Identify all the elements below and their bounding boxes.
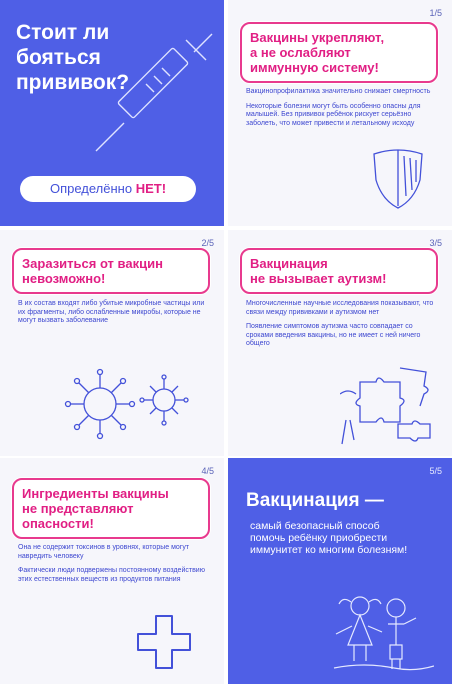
page-number: 4/5 (201, 466, 214, 476)
headline-line: Заразиться от вакцин (22, 256, 163, 271)
intro-title-line: прививок? (16, 71, 130, 94)
headline-card (12, 248, 210, 294)
intro-answer-pill (20, 176, 196, 202)
intro-title-line: Стоит ли (16, 21, 110, 44)
panel-2 (0, 230, 224, 456)
syringe-icon (84, 28, 224, 158)
paragraph: Появление симптомов аутизма часто совпадает со сроками введения вакцины, но не имеет с ней ничего общего (246, 323, 421, 347)
panel-5 (228, 458, 452, 684)
paragraph: Фактически люди подвержены постоянному воздействию этих естественных веществ из продуктов питания (18, 567, 205, 583)
body-text (18, 544, 208, 590)
headline-line: иммунную систему! (250, 60, 379, 75)
pill-emphasis: НЕТ! (135, 181, 167, 196)
pill-text: Определённо (49, 181, 133, 196)
paragraph: Некоторые болезни могут быть особенно опасны для малышей. Без прививок ребёнок рискует серьёзно заболеть, что может привести и летальному исходу (246, 102, 421, 127)
headline-line: невозможно! (22, 271, 106, 286)
intro-title-line: бояться (16, 46, 101, 69)
paragraph: Вакцинопрофилактика значительно снижает смертность (246, 88, 431, 95)
puzzle-icon (340, 362, 440, 452)
page-number: 1/5 (429, 8, 442, 18)
headline-card (240, 22, 438, 83)
panel-intro (0, 0, 224, 226)
shield-icon (368, 146, 428, 212)
headline-card (240, 248, 438, 294)
page-number: 2/5 (201, 238, 214, 248)
headline-line: опасности! (22, 516, 94, 531)
paragraph: Она не содержит токсинов в уровнях, которые могут навредить человеку (18, 544, 190, 560)
virus-icon (60, 362, 190, 442)
children-drawing-icon (324, 584, 434, 674)
headline-card (12, 478, 210, 539)
headline-line: Вакцины укрепляют, (250, 30, 385, 45)
body-text (246, 88, 436, 134)
plus-cross-icon (136, 614, 192, 670)
headline-line: не вызывает аутизм! (250, 271, 387, 286)
final-line: помочь ребёнку приобрести (250, 532, 388, 544)
final-text (250, 520, 407, 556)
paragraph: Многочисленные научные исследования показывают, что связи между прививками и аутизмом нет (246, 300, 434, 316)
panel-1 (228, 0, 452, 226)
final-line: самый безопасный способ (250, 520, 380, 532)
page-number: 3/5 (429, 238, 442, 248)
panel-4 (0, 458, 224, 684)
body-text (246, 300, 436, 355)
body-text (18, 300, 208, 332)
panel-3 (228, 230, 452, 456)
headline-line: Ингредиенты вакцины (22, 486, 169, 501)
headline-line: а не ослабляют (250, 45, 351, 60)
paragraph: В их состав входят либо убитые микробные частицы или их фрагменты, либо ослабленные микробы, которые не могут вызвать заболевание (18, 300, 205, 324)
page-number: 5/5 (429, 466, 442, 476)
final-title: Вакцинация — (246, 490, 384, 511)
headline-line: не представляют (22, 501, 134, 516)
final-line: иммунитет ко многим болезням! (250, 544, 408, 556)
headline-line: Вакцинация (250, 256, 328, 271)
